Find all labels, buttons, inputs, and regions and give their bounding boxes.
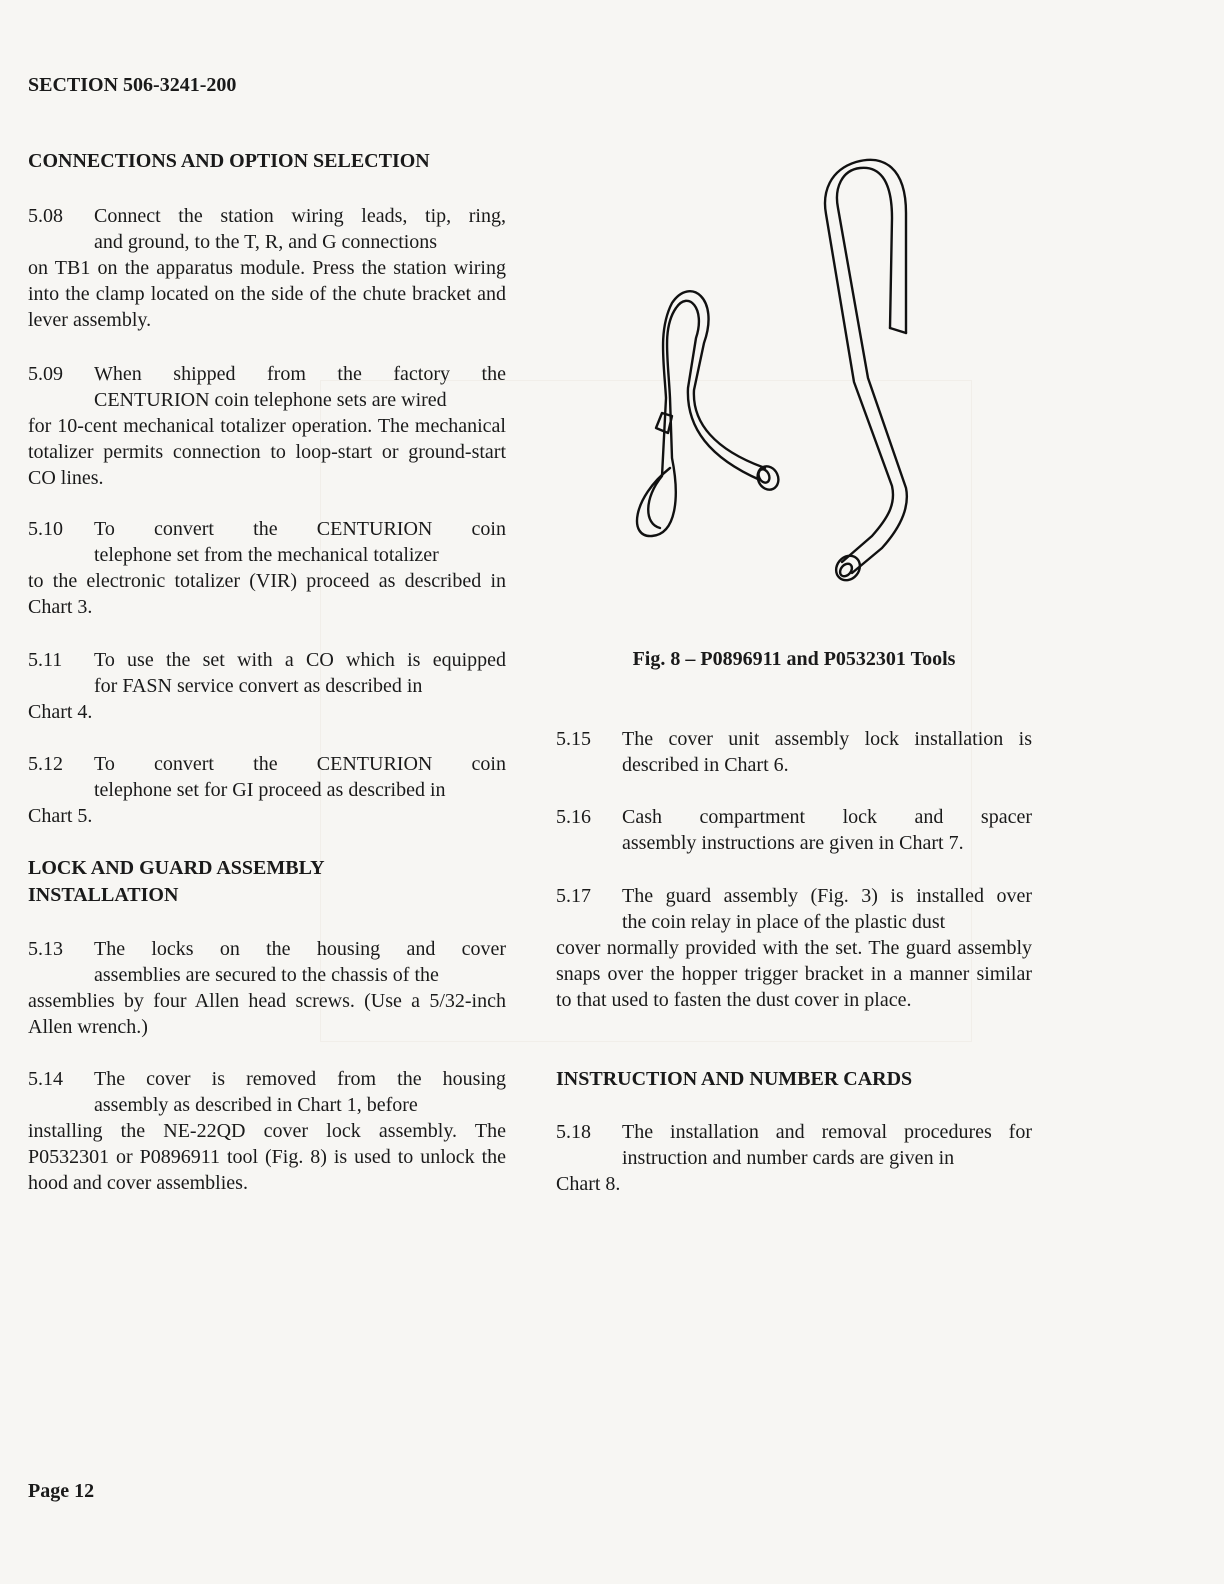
heading-instruction-cards: INSTRUCTION AND NUMBER CARDS <box>556 1068 913 1090</box>
paragraph-number: 5.11 <box>28 649 63 671</box>
paragraph-5-15: 5.15 The cover unit assembly lock installation is described in Chart 6. <box>556 728 1032 776</box>
paragraph-number: 5.16 <box>556 806 591 828</box>
paragraph-5-12: 5.12 To convert the CENTURION coin telephone set for GI proceed as described in Chart 5. <box>28 753 506 827</box>
heading-connections: CONNECTIONS AND OPTION SELECTION <box>28 150 430 172</box>
paragraph-number: 5.09 <box>28 363 63 385</box>
paragraph-number: 5.17 <box>556 885 591 907</box>
paragraph-5-08: 5.08 Connect the station wiring leads, tip, ring, and ground, to the T, R, and G connections on TB1 on the apparatus module. Press the station wiring into the clamp located on the side of the chute bracket and lever assembly. <box>28 205 506 331</box>
paragraph-number: 5.12 <box>28 753 63 775</box>
paragraph-number: 5.13 <box>28 938 63 960</box>
paragraph-number: 5.18 <box>556 1121 591 1143</box>
heading-lock-and-guard: LOCK AND GUARD ASSEMBLY INSTALLATION <box>28 857 325 906</box>
section-number: SECTION 506-3241-200 <box>28 74 237 96</box>
paragraph-number: 5.08 <box>28 205 63 227</box>
paragraph-5-11: 5.11 To use the set with a CO which is equipped for FASN service convert as described in Chart 4. <box>28 649 506 723</box>
paragraph-number: 5.14 <box>28 1068 63 1090</box>
figure-caption: Fig. 8 – P0896911 and P0532301 Tools <box>632 648 956 670</box>
paragraph-number: 5.15 <box>556 728 591 750</box>
page-number: Page 12 <box>28 1480 95 1502</box>
paragraph-number: 5.10 <box>28 518 63 540</box>
paragraph-5-13: 5.13 The locks on the housing and cover assemblies are secured to the chassis of the assemblies by four Allen head screws. (Use a 5/32-inch Allen wrench.) <box>28 938 506 1038</box>
paragraph-5-14: 5.14 The cover is removed from the housing assembly as described in Chart 1, before installing the NE-22QD cover lock assembly. The P0532301 or P0896911 tool (Fig. 8) is used to unlock the hood and cover assemblies. <box>28 1068 506 1194</box>
tools-illustration <box>610 158 940 598</box>
paragraph-5-17: 5.17 The guard assembly (Fig. 3) is installed over the coin relay in place of the plastic dust cover normally provided with the set. The guard assembly snaps over the hopper trigger bracket in a manner similar to that used to fasten the dust cover in place. <box>556 885 1032 1011</box>
tool-p0896911-illustration <box>637 291 782 536</box>
paragraph-5-09: 5.09 When shipped from the factory the CENTURION coin telephone sets are wired for 10-cent mechanical totalizer operation. The mechanical totalizer permits connection to loop-start or ground-start CO lines. <box>28 363 506 489</box>
paragraph-5-16: 5.16 Cash compartment lock and spacer assembly instructions are given in Chart 7. <box>556 806 1032 854</box>
paragraph-5-10: 5.10 To convert the CENTURION coin telephone set from the mechanical totalizer to the electronic totalizer (VIR) proceed as described in Chart 3. <box>28 518 506 618</box>
tool-p0532301-illustration <box>825 160 907 585</box>
paragraph-5-18: 5.18 The installation and removal procedures for instruction and number cards are given in Chart 8. <box>556 1121 1032 1195</box>
